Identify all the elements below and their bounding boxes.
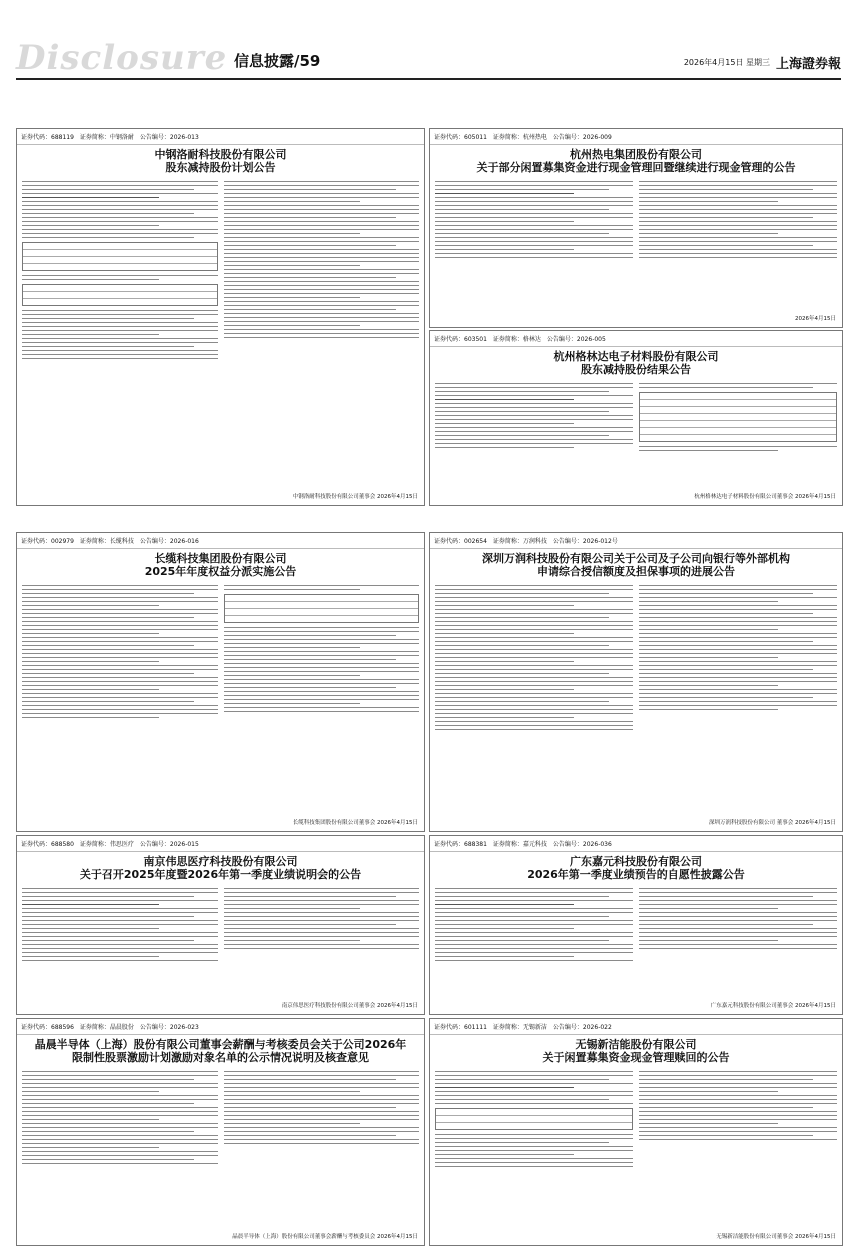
announcement-jiayuan <box>429 835 843 1015</box>
announcement-subtitle: 2026年第一季度业绩预告的自愿性披露公告 <box>527 868 745 881</box>
data-table <box>22 284 218 306</box>
announcement-title: 无锡新洁能股份有限公司 <box>575 1038 697 1051</box>
brand-title: Disclosure <box>16 38 228 78</box>
signature: 长缆科技集团股份有限公司董事会 2026年4月15日 <box>292 820 418 826</box>
announcement-changlan <box>16 532 425 832</box>
announcement-amlogic <box>16 1018 425 1246</box>
announcement-body <box>430 380 842 454</box>
stock-info: 证券代码：688119 证券简称：中钢洛耐 公告编号：2026-013 <box>17 129 424 145</box>
announcement-body <box>17 885 424 964</box>
announcement-subtitle: 股东减持股份结果公告 <box>581 363 691 376</box>
section-label: 信息披露/59 <box>234 52 321 70</box>
data-table <box>639 392 837 442</box>
publication-date: 2026年4月15日 星期三 <box>683 58 770 67</box>
announcement-body <box>17 178 424 362</box>
announcement-subtitle: 股东减持股份计划公告 <box>165 161 276 174</box>
signature: 广东嘉元科技股份有限公司董事会 2026年4月15日 <box>710 1003 836 1009</box>
announcement-subtitle: 关于部分闲置募集资金进行现金管理回暨继续进行现金管理的公告 <box>476 161 796 174</box>
announcement-title: 杭州热电集团股份有限公司 <box>570 148 702 161</box>
stock-info: 证券代码：603501 证券简称：格林达 公告编号：2026-005 <box>430 331 842 347</box>
announcement-body <box>17 1068 424 1167</box>
announcement-zhonggang <box>16 128 425 506</box>
stock-info: 证券代码：688596 证券简称：晶晨股份 公告编号：2026-023 <box>17 1019 424 1035</box>
announcement-title: 杭州格林达电子材料股份有限公司 <box>553 350 719 363</box>
announcement-title: 晶晨半导体（上海）股份有限公司董事会薪酬与考核委员会关于公司2026年 <box>34 1038 407 1051</box>
announcement-subtitle: 限制性股票激励计划激励对象名单的公示情况说明及核查意见 <box>72 1051 369 1064</box>
announcement-vishee <box>16 835 425 1015</box>
announcement-title: 南京伟思医疗科技股份有限公司 <box>143 855 298 868</box>
announcement-subtitle: 2025年年度权益分派实施公告 <box>144 565 297 578</box>
announcement-ncepower <box>429 1018 843 1246</box>
announcement-title: 广东嘉元科技股份有限公司 <box>570 855 702 868</box>
announcement-wanrun <box>429 532 843 832</box>
signature: 深圳万润科技股份有限公司 董事会 2026年4月15日 <box>709 820 836 826</box>
announcement-body <box>430 582 842 733</box>
stock-info: 证券代码：002654 证券简称：万润科技 公告编号：2026-012号 <box>430 533 842 549</box>
stock-info: 证券代码：688580 证券简称：伟思医疗 公告编号：2026-015 <box>17 836 424 852</box>
data-table <box>435 1108 633 1130</box>
signature: 2026年4月15日 <box>795 316 836 322</box>
announcement-body <box>430 1068 842 1170</box>
page-header <box>16 38 841 78</box>
announcement-title: 中钢洛耐科技股份有限公司 <box>154 148 287 161</box>
announcement-body <box>430 885 842 964</box>
stock-info: 证券代码：605011 证券简称：杭州热电 公告编号：2026-009 <box>430 129 842 145</box>
announcement-subtitle: 关于闲置募集资金现金管理赎回的公告 <box>542 1051 730 1064</box>
announcement-hangzhou-thermal <box>429 128 843 328</box>
signature: 南京伟思医疗科技股份有限公司董事会 2026年4月15日 <box>281 1003 418 1009</box>
announcement-subtitle: 申请综合授信额度及担保事项的进展公告 <box>537 565 735 578</box>
signature: 杭州格林达电子材料股份有限公司董事会 2026年4月15日 <box>694 494 836 500</box>
signature: 中钢洛耐科技股份有限公司董事会 2026年4月15日 <box>292 494 418 500</box>
signature: 无锡新洁能股份有限公司董事会 2026年4月15日 <box>716 1234 836 1240</box>
data-table <box>224 594 420 623</box>
header-right <box>684 53 841 72</box>
announcement-body <box>17 582 424 721</box>
announcement-title: 深圳万润科技股份有限公司关于公司及子公司向银行等外部机构 <box>482 552 790 565</box>
announcement-greenda <box>429 330 843 506</box>
stock-info: 证券代码：601111 证券简称：无锡新洁 公告编号：2026-022 <box>430 1019 842 1035</box>
stock-info: 证券代码：002979 证券简称：长缆科技 公告编号：2026-016 <box>17 533 424 549</box>
header-rule <box>16 78 841 80</box>
data-table <box>22 242 218 271</box>
newspaper-logo: 上海證券報 <box>775 57 841 72</box>
announcement-subtitle: 关于召开2025年度暨2026年第一季度业绩说明会的公告 <box>79 868 362 881</box>
stock-info: 证券代码：688381 证券简称：嘉元科技 公告编号：2026-036 <box>430 836 842 852</box>
signature: 晶晨半导体（上海）股份有限公司董事会薪酬与考核委员会 2026年4月15日 <box>232 1234 418 1240</box>
announcement-title: 长缆科技集团股份有限公司 <box>154 552 287 565</box>
announcement-body <box>430 178 842 261</box>
